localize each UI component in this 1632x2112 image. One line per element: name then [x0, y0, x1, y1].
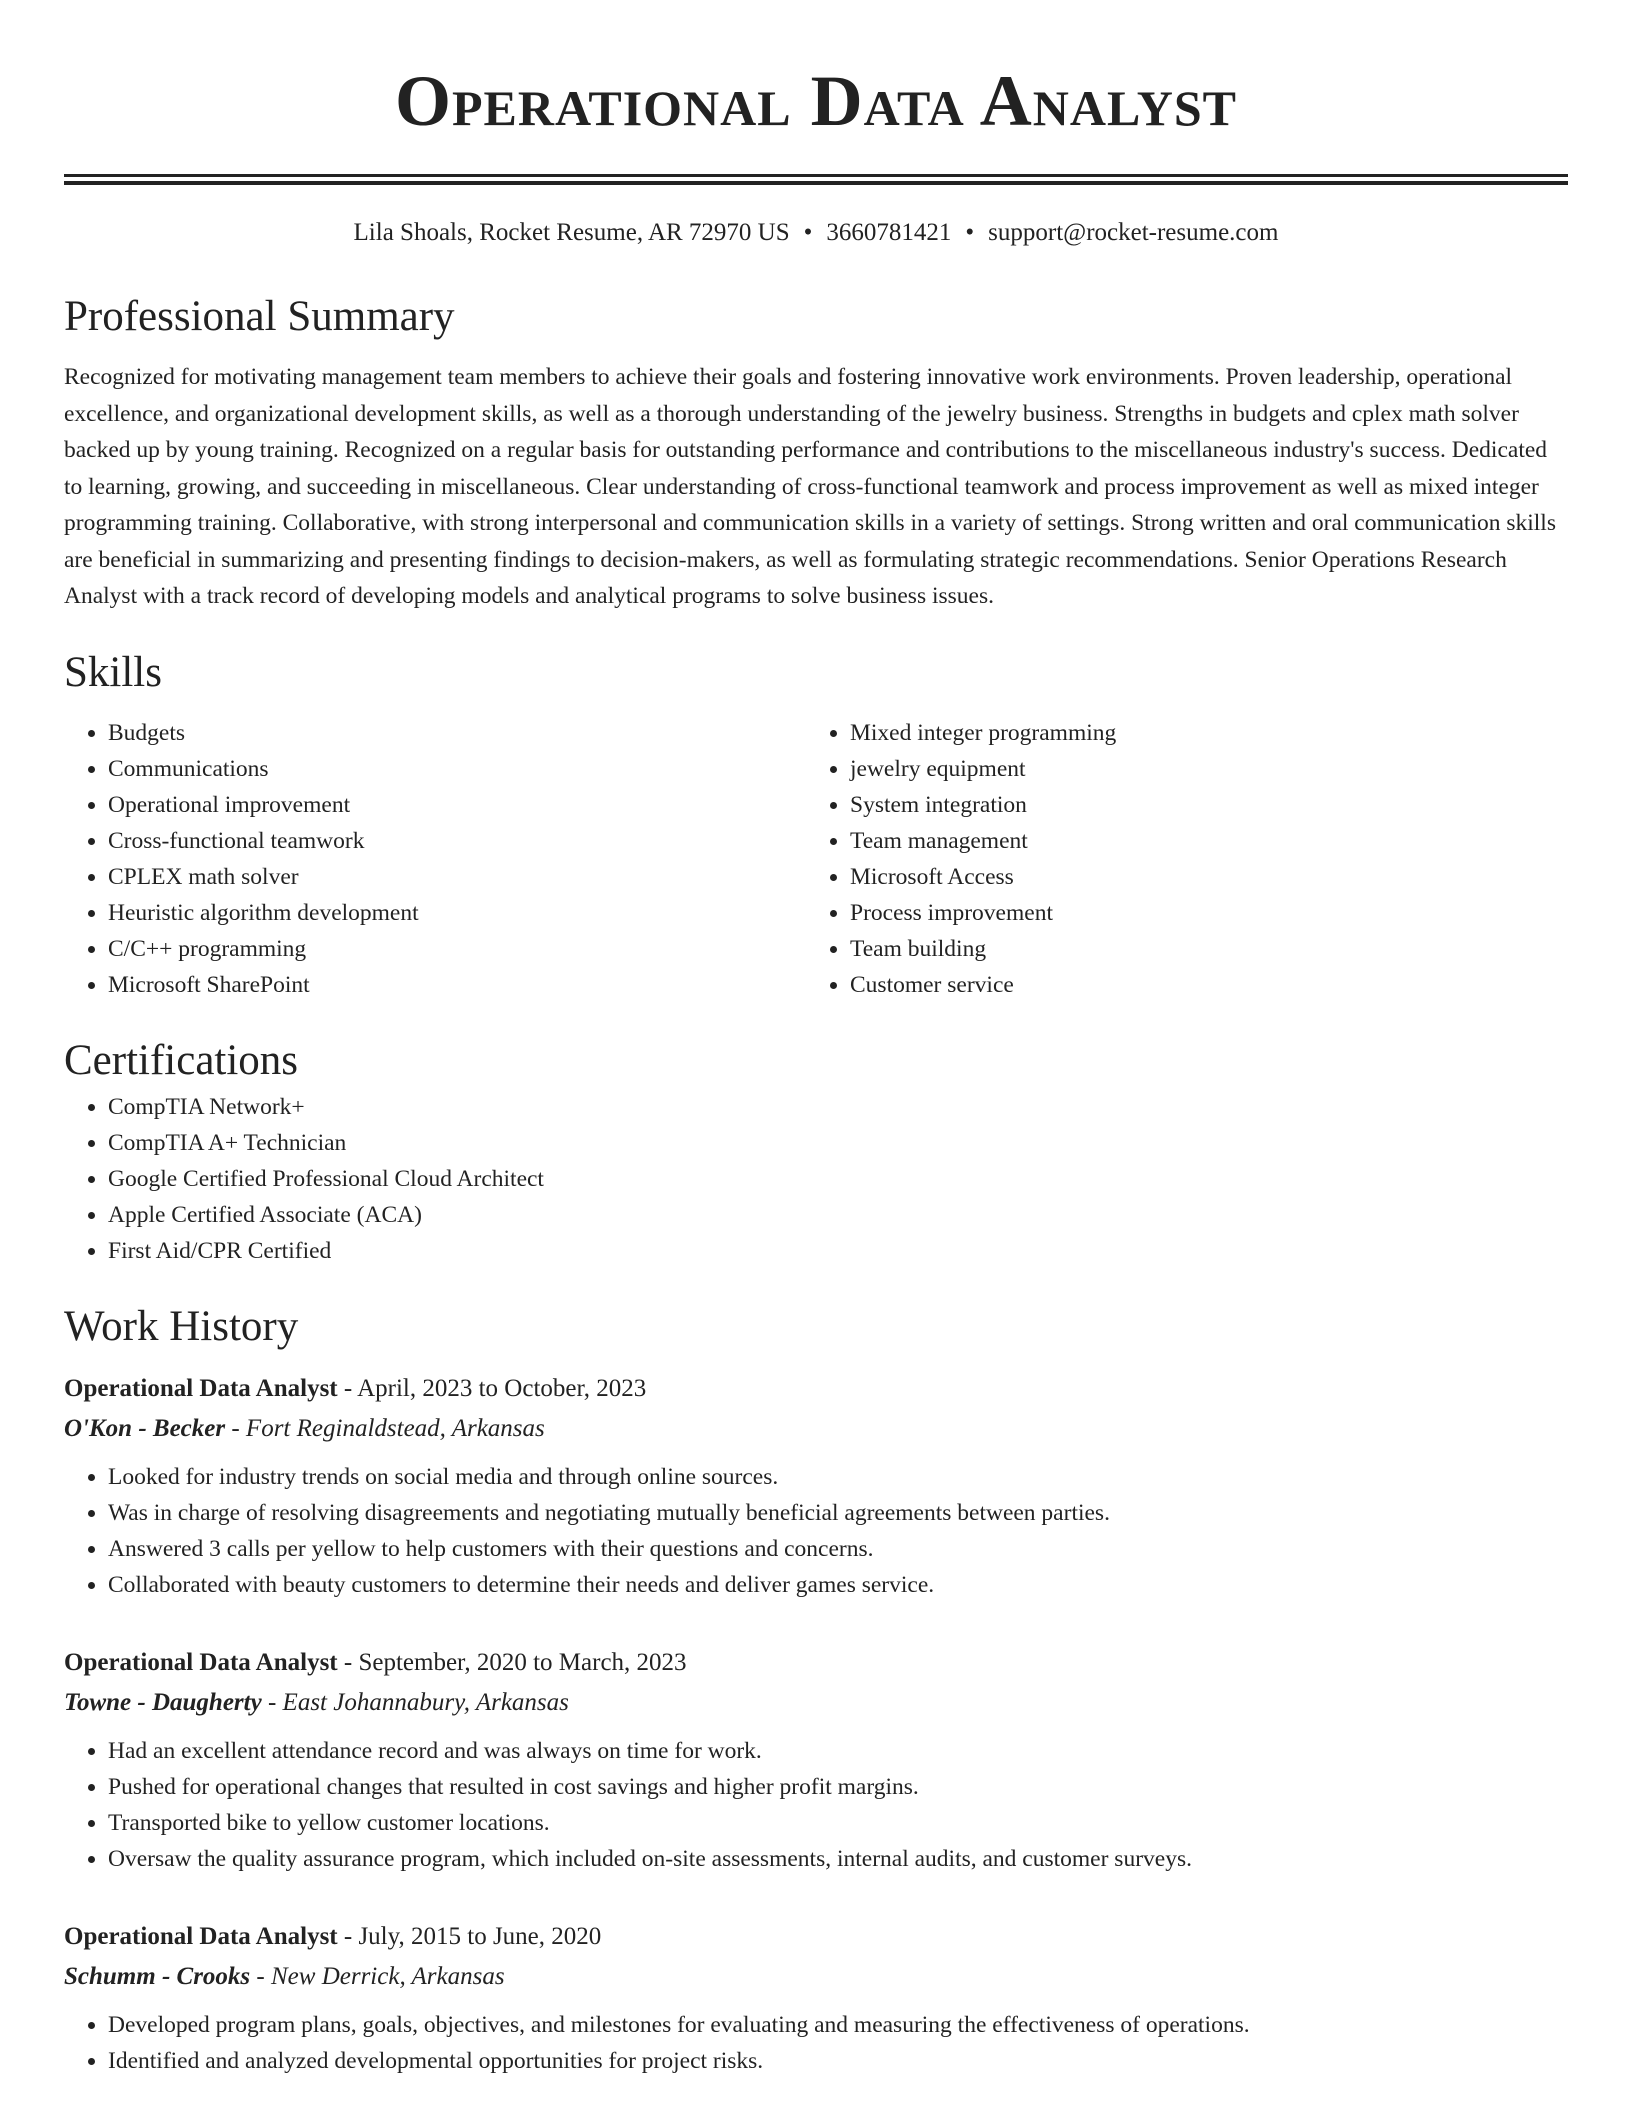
job-duty-item: • Was in charge of resolving disagreements and negotiating mutually beneficial agreements between parties. [108, 1495, 1568, 1531]
section-heading-summary: Professional Summary [64, 293, 455, 340]
job-title-line [64, 1643, 1568, 1683]
skill-item: • Microsoft Access [850, 859, 1548, 895]
job-company: Towne - Daugherty [64, 1688, 262, 1716]
contact-phone: 3660781421 [826, 219, 952, 246]
job-title-line [64, 1917, 1568, 1957]
skill-item: • Process improvement [850, 895, 1548, 931]
title-divider [64, 174, 1568, 185]
job-duty-item: • Developed program plans, goals, objectives, and milestones for evaluating and measuring the effectiveness of operations. [108, 2007, 1568, 2043]
job-dates: - July, 2015 to June, 2020 [337, 1922, 602, 1950]
skill-item: • System integration [850, 787, 1548, 823]
skill-item: • jewelry equipment [850, 751, 1548, 787]
skill-item: • CPLEX math solver [108, 859, 806, 895]
contact-address: Lila Shoals, Rocket Resume, AR 72970 US [353, 219, 790, 246]
certification-item: • CompTIA A+ Technician [108, 1125, 1568, 1161]
certification-item: • Apple Certified Associate (ACA) [108, 1197, 1568, 1233]
job-entry [64, 1917, 1568, 2079]
job-duty-item: • Collaborated with beauty customers to determine their needs and deliver games service. [108, 1567, 1568, 1603]
contact-email: support@rocket-resume.com [988, 219, 1279, 246]
job-duties-list [64, 1459, 1568, 1603]
skill-item: • Customer service [850, 967, 1548, 1003]
job-title-line [64, 1369, 1568, 1409]
professional-summary-section [64, 289, 1568, 615]
skill-item: • Team building [850, 931, 1548, 967]
summary-paragraph: Recognized for motivating management team members to achieve their goals and fostering innovative work environments. Proven leadership, operational excellence, and organizational development skills, as well as a thorough understanding of the jewelry business. Strengths in budgets and cplex math solver backed up by young training. Recognized on a regular basis for outstanding performance and contributions to the miscellaneous industry's success. Dedicated to learning, growing, and succeeding in miscellaneous. Clear understanding of cross-functional teamwork and process improvement as well as mixed integer programming training. Collaborative, with strong interpersonal and communication skills in a variety of settings. Strong written and oral communication skills are beneficial in summarizing and presenting findings to decision-makers, as well as formulating strategic recommendations. Senior Operations Research Analyst with a track record of developing models and analytical programs to solve business issues. [64, 364, 1556, 609]
skill-item: • Team management [850, 823, 1548, 859]
job-title: Operational Data Analyst [64, 1922, 338, 1950]
job-location: - New Derrick, Arkansas [250, 1962, 505, 1990]
skills-column-left [64, 715, 806, 1003]
contact-separator: • [803, 219, 813, 246]
skills-column-right [806, 715, 1548, 1003]
job-duty-item: • Identified and analyzed developmental opportunities for project risks. [108, 2043, 1568, 2079]
job-company: O'Kon - Becker [64, 1414, 226, 1442]
skills-grid [64, 715, 1568, 1003]
job-duties-list [64, 1733, 1568, 1877]
skill-item: • Operational improvement [108, 787, 806, 823]
certification-item: • CompTIA Network+ [108, 1089, 1568, 1125]
job-company: Schumm - Crooks [64, 1962, 251, 1990]
contact-line [64, 217, 1568, 249]
job-duty-item: • Looked for industry trends on social media and through online sources. [108, 1459, 1568, 1495]
job-dates: - September, 2020 to March, 2023 [337, 1648, 687, 1676]
certifications-section [64, 1033, 1568, 1269]
job-entry [64, 1369, 1568, 1603]
job-company-line [64, 1957, 1568, 1997]
skill-item: • Heuristic algorithm development [108, 895, 806, 931]
skill-item: • Cross-functional teamwork [108, 823, 806, 859]
job-title: Operational Data Analyst [64, 1648, 338, 1676]
job-duty-item: • Had an excellent attendance record and was always on time for work. [108, 1733, 1568, 1769]
contact-separator: • [965, 219, 975, 246]
section-heading-certifications: Certifications [64, 1036, 299, 1084]
resume-title: Operational Data Analyst [394, 61, 1238, 141]
work-history-section [64, 1299, 1568, 2079]
skill-item: • Mixed integer programming [850, 715, 1548, 751]
job-company-line [64, 1683, 1568, 1723]
section-heading-work-history: Work History [64, 1302, 299, 1350]
job-company-line [64, 1409, 1568, 1449]
job-duties-list [64, 2007, 1568, 2079]
skills-list-right [806, 715, 1548, 1003]
skills-section [64, 645, 1568, 1003]
skill-item: • Budgets [108, 715, 806, 751]
job-location: - East Johannabury, Arkansas [261, 1688, 569, 1716]
certifications-list [64, 1089, 1568, 1269]
job-dates: - April, 2023 to October, 2023 [337, 1374, 647, 1402]
job-duty-item: • Oversaw the quality assurance program, which included on-site assessments, internal audits, and customer surveys. [108, 1841, 1568, 1877]
job-location: - Fort Reginaldstead, Arkansas [225, 1414, 545, 1442]
skill-item: • C/C++ programming [108, 931, 806, 967]
job-entry [64, 1643, 1568, 1877]
skill-item: • Microsoft SharePoint [108, 967, 806, 1003]
certification-item: • Google Certified Professional Cloud Architect [108, 1161, 1568, 1197]
certification-item: • First Aid/CPR Certified [108, 1233, 1568, 1269]
section-heading-skills: Skills [64, 648, 162, 696]
skills-list-left [64, 715, 806, 1003]
job-duty-item: • Answered 3 calls per yellow to help customers with their questions and concerns. [108, 1531, 1568, 1567]
skill-item: • Communications [108, 751, 806, 787]
job-title: Operational Data Analyst [64, 1374, 338, 1402]
job-duty-item: • Pushed for operational changes that resulted in cost savings and higher profit margins. [108, 1769, 1568, 1805]
job-duty-item: • Transported bike to yellow customer locations. [108, 1805, 1568, 1841]
